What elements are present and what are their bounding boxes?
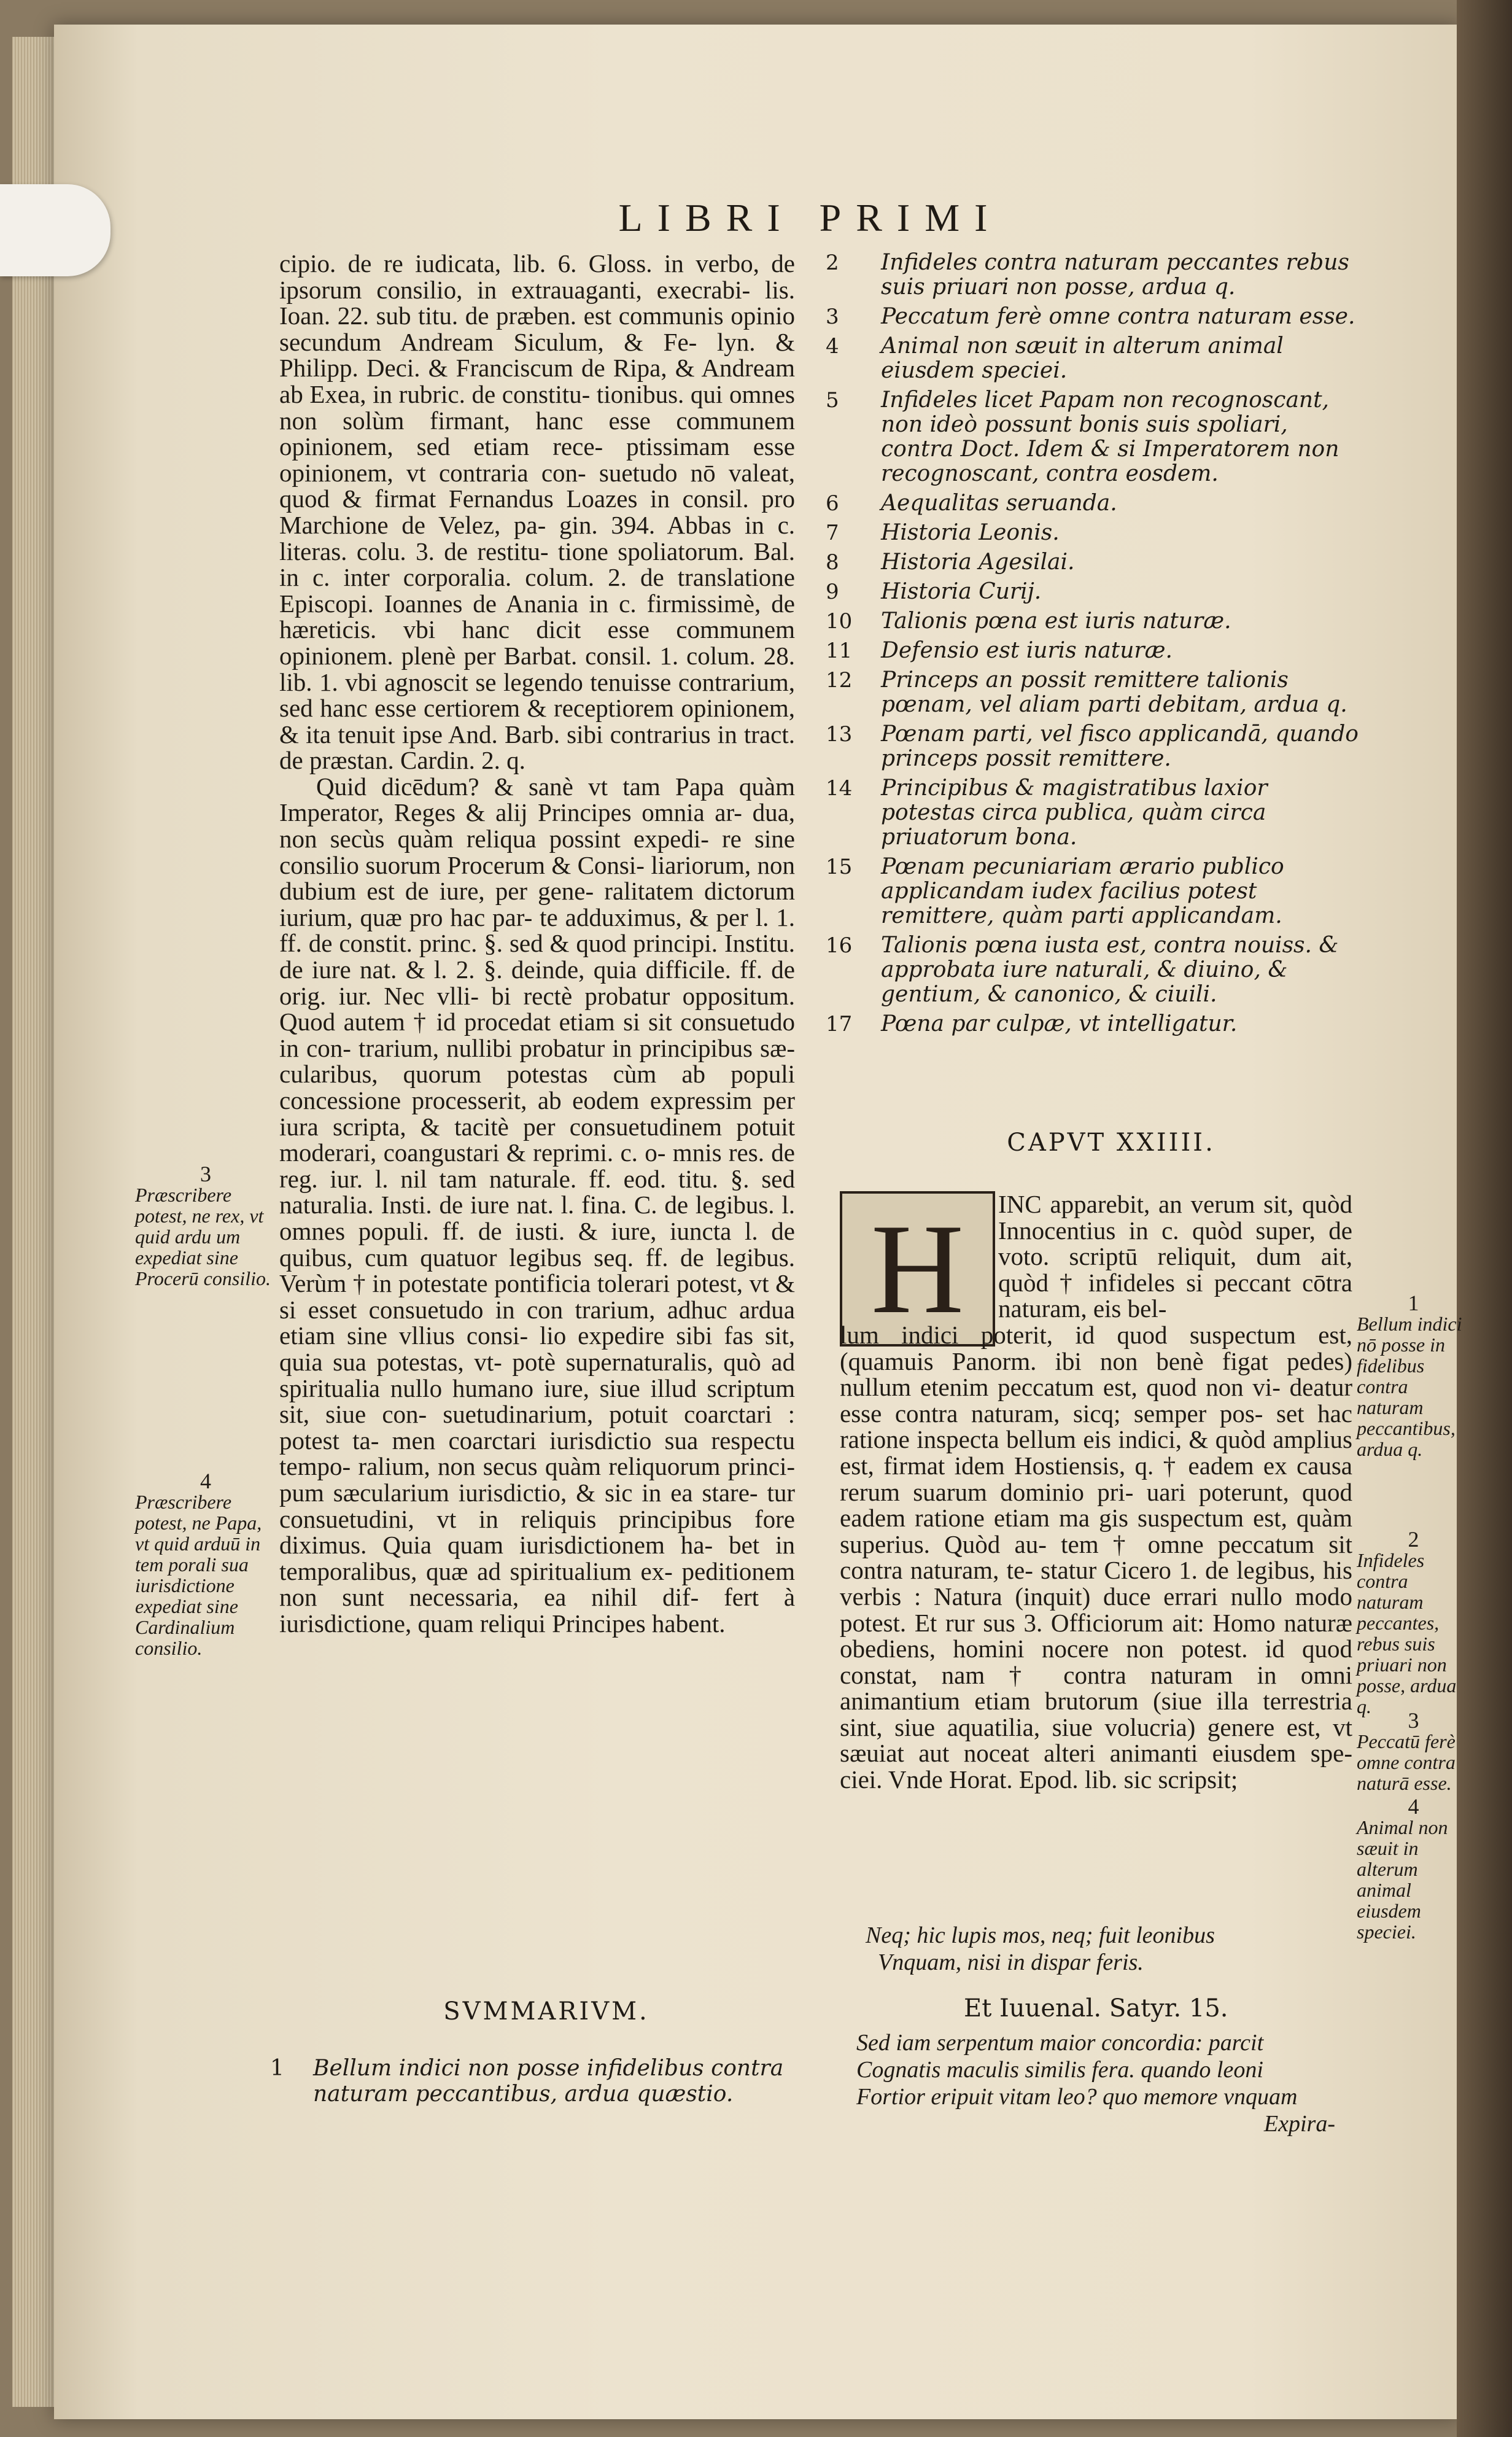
text-line: mnis res. de reg. iur. l. nil tam naturale. ff. eod. [279,1138,796,1193]
text-line: sed & quod principi. Institu. de iure nat. & l. 2. [279,929,795,984]
text-line: iuncta l. de quibus, cum quatuor legibus seq. [279,1216,795,1272]
margin-note-number: 4 [1408,1794,1419,1819]
margin-note-text: Præscribere potest, ne rex, vt quid ardu um expediat sine Procerū consilio. [135,1184,271,1289]
summarium-heading: SVMMARIVM. [443,1997,649,2026]
left-text-column [279,251,795,1636]
text-line: fert à iurisdictione, quam reliqui Principes [279,1583,796,1638]
text-line: ralium, non secus quàm reliquorum princi- [358,1452,796,1481]
right-margin-note-1 [1357,1292,1470,1459]
right-margin-note-2 [1357,1529,1470,1717]
text-line: ptissimam esse opinionem, vt contraria con- [279,432,796,487]
text-line: (inquit) duce errari nullo modo potest. Et rur [840,1582,1353,1637]
text-line: & Andream ab Exea, in rubric. de constitu- [279,354,795,408]
left-margin-note-3 [135,1164,276,1289]
text-line: lyn. & Philipp. Deci. & Franciscum de Ripa, [279,327,795,383]
margin-note-number: 4 [200,1469,211,1493]
margin-note-text: Animal non sæuit in alterum animal eiusdem speciei. [1357,1816,1448,1943]
summarium-item: 15 Pœnam pecuniariam ærario publico applicandam iudex facilius potest remittere, quàm parti applicandam. [826,854,1284,928]
text-line: etiam brutorum (siue illa terrestria sint, siue [840,1687,1352,1741]
text-line: nam † contra naturam in omni animantium [840,1660,1352,1716]
verse-line: Fortior eripuit vitam leo? quo memore vnquam [856,2084,1298,2110]
summarium-item: 11 Defensio est iuris naturæ. [826,638,1173,663]
book-page-edges [12,37,55,2407]
summarium-item: 9 Historia Curij. [826,579,1042,604]
summarium-number: 1 [270,2056,284,2081]
summarium-text: Bellum indici non posse infidelibus contra naturam peccantibus, ardua quæstio. [313,2056,784,2107]
verse-line: Sed iam serpentum maior concordia: parcit [856,2030,1264,2056]
text-line: de legibus. l. omnes populi. ff. de iusti. & iure, [279,1191,796,1245]
summarium-item: 12 Princeps an possit remittere talionis pœnam, vel aliam parti debitam, ardua q. [826,667,1347,717]
chapter-heading: CAPVT XXIIII. [1007,1129,1215,1157]
text-line: colum. 2. de translatione Episcopi. Ioannes de [279,563,796,618]
text-line: sus 3. Officiorum ait: Homo naturæ obediens, [840,1608,1352,1663]
text-line: bi rectè probatur oppositum. Quod autem [279,981,795,1036]
text-line: INC apparebit, an verum sit, [998,1190,1294,1218]
chapter-opening-lines [998,1191,1352,1322]
right-margin-note-4 [1357,1796,1470,1942]
text-line: dum ait, quòd † infideles si [998,1242,1353,1297]
text-line: se legendo tenuisse contrarium, sed hanc esse [279,667,796,723]
summarium-item: 10 Talionis pœna est iuris naturæ. [826,608,1231,634]
right-margin-note-3 [1357,1710,1470,1794]
text-line: dua, non secùs quàm reliqua possint expedi- [279,798,796,853]
text-line: tem † omne peccatum sit contra naturam, te- [840,1529,1352,1585]
summarium-item: 4 Animal non sæuit in alterum animal eiusdem speciei. [826,333,1284,383]
text-line: Anania in c. firmissimè, de hæreticis. vbi hanc [279,589,795,644]
left-paragraph-2 [279,774,795,1637]
summarium-item: 16 Talionis pœna iusta est, contra nouiss. & approbata iure naturali, & diuino, & gentium, & canonico, & ciuili. [826,933,1339,1007]
margin-note-number: 1 [1408,1291,1419,1315]
text-line: trarium, nullibi probatur in principibus sæ- [359,1033,795,1062]
text-line: fore diximus. Quia quam iurisdictionem ha- [279,1504,795,1560]
text-line: de præstan. Cardin. 2. q. [279,746,525,775]
catchword: Expira- [1263,2111,1335,2137]
text-line: bet in temporalibus, quæ ad spiritualium ex- [279,1531,796,1585]
juvenal-citation: Et Iuuenal. Satyr. 15. [964,1994,1228,2023]
text-line: pum sæcularium iurisdictio, & sic in ea stare- [279,1478,758,1507]
text-line: potè supernaturalis, quò ad spiritualia nullo [279,1347,795,1402]
margin-note-text: Præscribere potest, ne Papa, vt quid arduū in tem porali sua iurisdictione expediat sine Cardinalium consilio. [135,1491,262,1659]
text-line: ciei. Vnde Horat. Epod. lib. sic scripsit; [840,1765,1238,1794]
text-line: ralitatem dictorum iurium, quæ pro hac par- [279,877,796,931]
verse-line: Vnquam, nisi in dispar feris. [878,1949,1144,1975]
text-line: opinio secundum Andream Siculum, & Fe- [279,301,796,356]
text-line: Quid dicēdum? & sanè vt tam Papa quàm [316,772,795,801]
text-line: peccant cōtra naturam, eis bel- [998,1268,1353,1323]
bookmark-tab [0,184,110,276]
running-head: LIBRI PRIMI [618,196,1002,239]
text-line: lio expedire sibi fas sit, quia sua potestas, vt- [279,1321,795,1376]
juvenal-verse [856,2029,1335,2137]
margin-note-text: Infideles contra naturam peccantes, rebus suis priuari non posse, ardua q. [1357,1549,1457,1717]
text-line: tolerari potest, vt & si esset consuetudo in con [279,1269,796,1324]
text-line: quòd amplius est, firmat idem Hostiensis, q. [840,1425,1353,1480]
margin-note-text: Peccatū ferè omne contra naturā esse. [1357,1730,1456,1794]
right-text-column [840,1191,1352,1793]
text-line: (quamuis Panorm. ibi non benè figat pedes) [840,1347,1352,1375]
text-line: Imperator, Reges & alij Principes omnia ar- [279,798,742,827]
text-line: humano iure, siue illud scriptum sit, siue con- [279,1374,795,1429]
text-line: † id procedat etiam si sit consuetudo in con- [279,1008,795,1062]
text-line: lis. Ioan. 22. sub titu. de præben. est communis [279,275,795,330]
text-line: suetudo nō valeat, quod & firmat Fernandus [279,458,796,513]
text-line: §. deinde, quia difficile. ff. de orig. iur. Nec vlli- [279,955,795,1010]
horace-verse [866,1922,1308,1976]
summarium-item: 13 Pœnam parti, vel fisco applicandā, quando princeps possit remittere. [826,721,1359,771]
text-line: re sine consilio suorum Procerum & Consi- [279,825,795,879]
text-line: deatur esse contra naturam, sicq; semper pos- [840,1373,1353,1428]
summarium-item: 17 Pœna par culpæ, vt intelligatur. [826,1011,1238,1036]
left-paragraph-1 [279,251,795,774]
text-line: quòd Innocentius in c. quòd [998,1190,1352,1245]
text-line: statur Cicero 1. de legibus, his verbis : Natura [840,1556,1352,1611]
text-line: lum indici poterit, id quod suspectum est, [840,1320,1352,1349]
text-line: super, de voto. scriptū reliquit, [998,1216,1352,1271]
verse-line: Cognatis maculis similis fera. quando leoni [856,2057,1263,2083]
text-line: tenuit ipse And. Barb. sibi contrarius in tract. [338,720,795,748]
text-line: per iura scripta, & tacitè per consuetudinem [279,1086,795,1141]
text-line: peditionem non sunt necessaria, ea nihil dif- [279,1557,795,1612]
summarium-item-1 [270,2056,798,2107]
left-margin-note-4 [135,1471,276,1658]
margin-note-number: 3 [1408,1708,1419,1733]
text-line: dicit esse communem opinionem. plenè per [279,615,795,670]
text-line: cularibus, quorum potestas cùm ab populi [279,1060,795,1089]
margin-note-text: Bellum indici nō posse in fidelibus contra naturam peccantibus, ardua q. [1357,1313,1462,1460]
summarium-item: 14 Principibus & magistratibus laxior potestas circa publica, quàm circa priuatorum bona. [826,775,1268,850]
text-line: nullum etenim peccatum est, quod non vi- [840,1373,1281,1402]
text-line: men coarctari iurisdictio sua respectu tempo- [279,1426,796,1481]
text-line: aquatilia, siue volucria) genere est, vt sæuiat [840,1712,1353,1768]
text-line: uari poterunt, quod eadem ratione etiam ma [840,1477,1353,1533]
text-line: tur consuetudini, vt in reliquis principibus [279,1478,795,1533]
text-line: homini nocere non potest. id quod constat, [840,1634,1353,1689]
summarium-item: 3 Peccatum ferè omne contra naturam esse. [826,304,1355,329]
text-line: te adduximus, & per l. 1. ff. de constit. princ. §. [279,903,796,958]
text-line: ipsorum consilio, in extrauaganti, execrabi- [279,275,751,304]
text-line: tionibus. qui omnes non solùm firmant, hanc [279,379,796,435]
margin-note-number: 2 [1408,1527,1419,1552]
text-line: suetudinarium, potuit coarctari : potest ta- [279,1400,795,1455]
text-line: Loazes in consil. pro Marchione de Velez, pa- [279,484,796,539]
summarium-item: 7 Historia Leonis. [826,520,1060,545]
text-line: † eadem ex causa rerum suarum dominio pri- [840,1451,1352,1506]
summarium-list [826,251,1366,1041]
text-line: cipio. de re iudicata, lib. 6. Gloss. in verbo, de [279,249,795,278]
text-line: esse communem opinionem, sed etiam rece- [279,406,795,461]
summarium-item: 5 Infideles licet Papam non recognoscant, non ideò possunt bonis suis spoliari, contra Doct. Idem & si Imperatorem non recognoscant, contra eosdem. [826,387,1339,486]
summarium-item: 8 Historia Agesilai. [826,550,1075,575]
text-line: tione spoliatorum. Bal. in c. inter corporalia. [279,537,795,592]
margin-note-number: 3 [200,1162,211,1186]
text-line: gin. 394. Abbas in c. literas. colu. 3. de restitu- [279,510,796,566]
summarium-item: 2 Infideles contra naturam peccantes rebus suis priuari non posse, ardua q. [826,250,1349,300]
text-line: certiorem & receptiorem opinionem, & ita [279,694,795,748]
verse-line: Neq; hic lupis mos, neq; fuit leonibus [866,1922,1215,1948]
text-line: Barbat. consil. 1. colum. 28. lib. 1. vbi agnoscit [279,641,795,696]
summarium-item: 6 Aequalitas seruanda. [826,491,1117,516]
text-line: set hac ratione inspecta bellum eis indici, & [840,1399,1352,1454]
text-line: liariorum, non dubium est de iure, per gene- [279,850,795,906]
book-binding-edge [1457,0,1512,2437]
chapter-body [840,1322,1352,1793]
initial-letter: H [870,1197,964,1340]
text-line: potuit moderari, coangustari & reprimi. c. o- [279,1112,796,1167]
text-line: gis suspectum est, quàm superius. Quòd au- [840,1504,1352,1558]
text-line: concessione processerit, ab eodem expressim [279,1086,753,1114]
text-line: trarium, adhuc ardua etiam sine vllius consi- [279,1295,795,1350]
text-line: ff. de legibus. Verùm † in potestate pontificia [279,1243,795,1298]
text-line: titu. §. sed naturalia. Insti. de iure nat. l. fina. C. [279,1164,795,1219]
text-line: aut noceat alteri animanti eiusdem spe- [918,1739,1352,1768]
text-line: habent. [651,1609,726,1638]
